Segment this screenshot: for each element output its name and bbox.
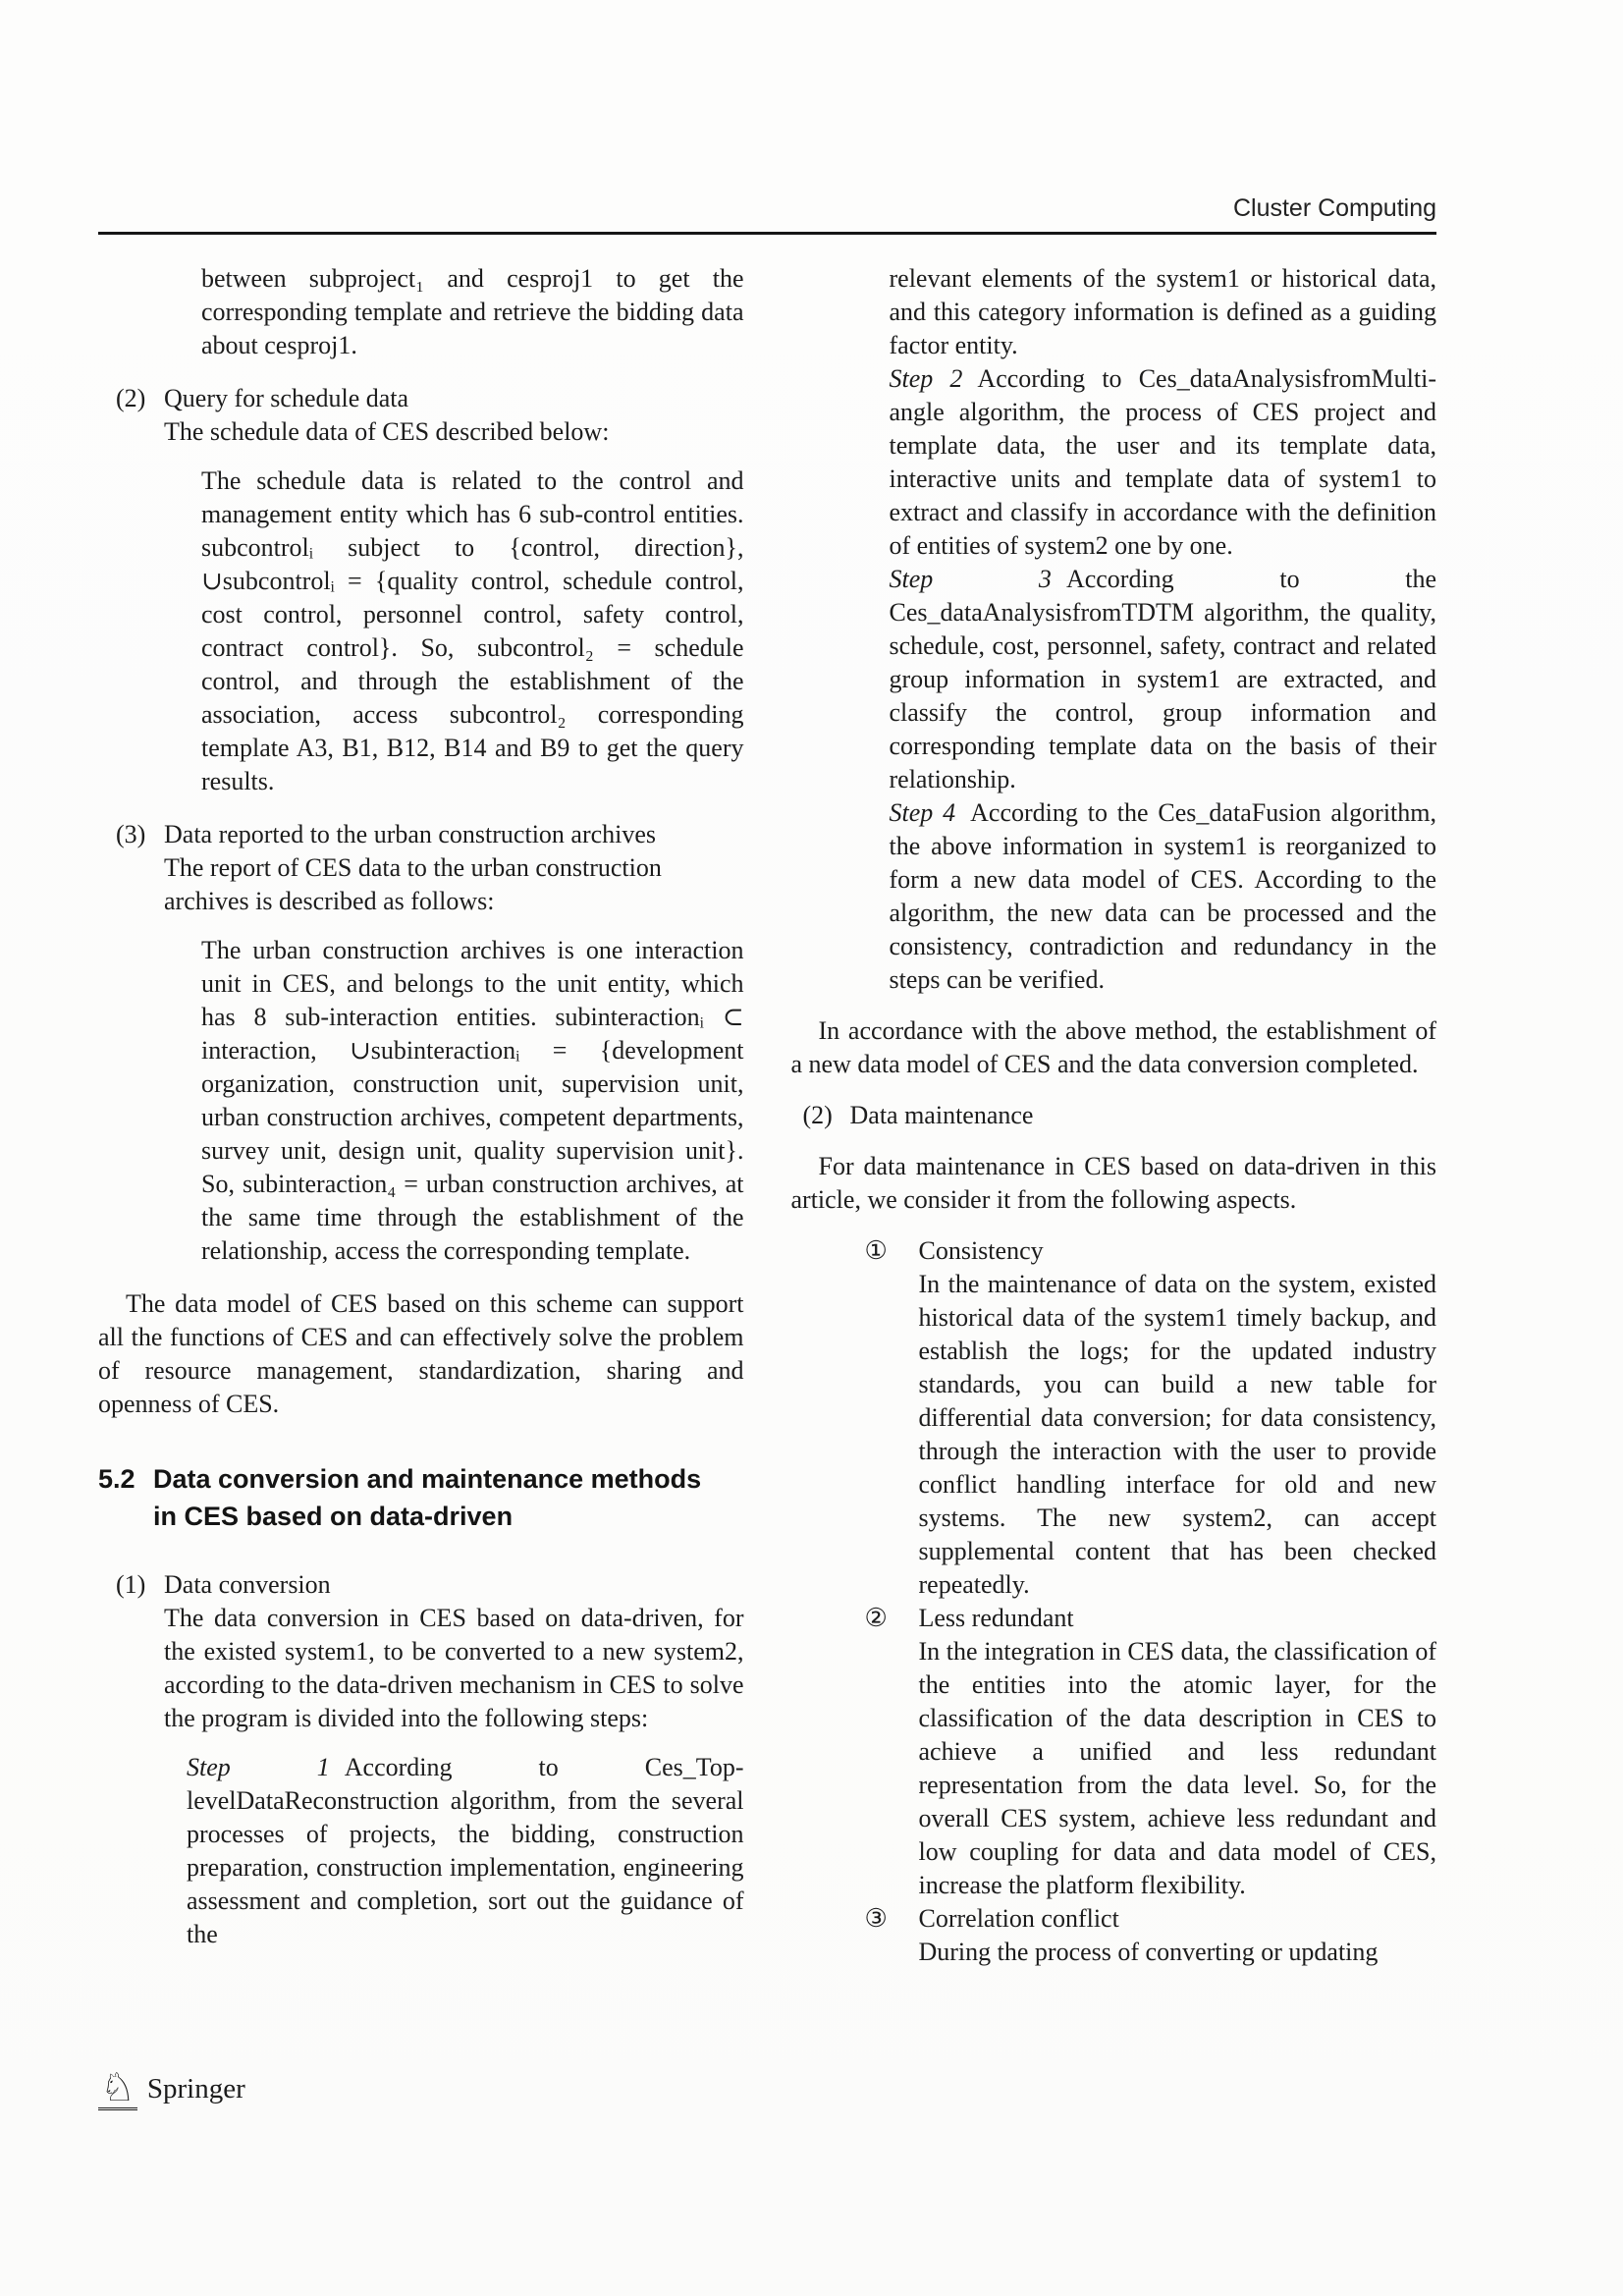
- list-item-1-title: Data conversion: [164, 1570, 331, 1599]
- list-item-2-right: [791, 1099, 1437, 1132]
- step-4-label: Step 4: [889, 798, 956, 827]
- aspect-1-content: [919, 1234, 1437, 1602]
- step-3-label: Step 3: [889, 565, 1052, 593]
- step-1-paragraph: [187, 1751, 744, 1951]
- circled-2-marker: ②: [864, 1604, 888, 1632]
- list-item-3-title: Data reported to the urban construction archives: [164, 820, 657, 848]
- list-item-2-intro: The schedule data of CES described below:: [164, 417, 610, 446]
- archives-block: The urban construction archives is one interaction unit in CES, and belongs to the unit entity, which has 8 sub-interaction entities. subinteractionᵢ ⊂ interaction, ∪subinteractionᵢ = {development organization, construction unit, supervision unit, urban construction archives, competent departments, survey unit, design unit, quality supervision unit}. So, subinteraction₄ = urban construction archives, at the same time through the establishment of the relationship, access the corresponding template.: [201, 936, 744, 1265]
- list-item-2-number: (2): [116, 384, 146, 412]
- circled-3-marker: ③: [864, 1904, 888, 1933]
- section-number: 5.2: [98, 1464, 135, 1494]
- right-column: [791, 262, 1437, 1969]
- aspect-3-title: Correlation conflict: [918, 1904, 1119, 1933]
- list-item-1: [98, 1568, 744, 1735]
- aspect-3-body: During the process of converting or updating: [918, 1938, 1379, 1966]
- list-item-2-title: Query for schedule data: [164, 384, 409, 412]
- step-4-text: According to the Ces_dataFusion algorithm, the above information in system1 is reorganized to form a new data model of CES. According to the algorithm, the new data can be processed and the consistency, contradiction and redundancy in the steps can be verified.: [889, 798, 1436, 994]
- aspect-1-body: In the maintenance of data on the system, existed historical data of the system1 timely backup, and establish the logs; for the updated industry standards, you can build a new table for differential data conversion; for data consistency, through the interaction with the user to provide conflict handling interface for old and new systems. The new system2, can accept supplemental content that has been checked repeatedly.: [918, 1270, 1436, 1599]
- list-item-2-right-number: (2): [802, 1101, 833, 1129]
- section-title: Data conversion and maintenance methods in CES based on data-driven: [153, 1464, 702, 1531]
- list-item-3: [98, 818, 744, 918]
- aspect-1-title: Consistency: [918, 1236, 1044, 1265]
- list-item-3-intro: The report of CES data to the urban construction archives is described as follows:: [164, 853, 662, 915]
- publisher-footer: [98, 2065, 245, 2110]
- step-2-text: According to Ces_dataAnalysisfromMulti-angle algorithm, the process of CES project and template data, the user and its template data, interactive units and template data of system1 to extract and classify in accordance with the definition of entities of system2 one by one.: [889, 364, 1436, 560]
- data-model-paragraph: The data model of CES based on this scheme can support all the functions of CES and can effectively solve the problem of resource management, standardization, sharing and openness of CES.: [98, 1289, 744, 1418]
- step-2-paragraph: [890, 362, 1437, 563]
- step-3-text: According to the Ces_dataAnalysisfromTDTM algorithm, the quality, schedule, cost, personnel, safety, contract and related group information in system1 are extracted, and classify the control, group information and corresponding template data on the basis of their relationship.: [889, 565, 1436, 793]
- circled-1-marker: ①: [864, 1236, 888, 1265]
- aspect-2-title: Less redundant: [918, 1604, 1074, 1632]
- springer-knight-icon: ♘: [100, 2065, 135, 2110]
- method-summary-paragraph: In accordance with the above method, the establishment of a new data model of CES and the data conversion completed.: [790, 1016, 1436, 1078]
- aspect-3-content: [919, 1902, 1437, 1969]
- step-2-label: Step 2: [889, 364, 963, 393]
- continuation-paragraph: between subproject₁ and cesproj1 to get the corresponding template and retrieve the bidding data about cesproj1.: [201, 264, 744, 359]
- page-header: [98, 194, 1436, 235]
- list-item-1-body: The data conversion in CES based on data-driven, for the existed system1, to be converted to a new system2, according to the data-driven mechanism in CES to solve the program is divided into the following steps:: [164, 1604, 744, 1732]
- aspect-item-consistency: [791, 1234, 1437, 1602]
- step-1-text: According to Ces_Top-levelDataReconstruction algorithm, from the several processes of projects, the bidding, construction preparation, construction implementation, engineering assessment and completion, sort out the guidance of the: [187, 1753, 744, 1948]
- list-item-3-number: (3): [116, 820, 146, 848]
- list-item-2: [98, 382, 744, 449]
- section-heading-5-2: [98, 1460, 744, 1535]
- step-1-label: Step 1: [187, 1753, 330, 1781]
- two-column-body: [98, 262, 1436, 1969]
- header-rule: [98, 232, 1436, 235]
- aspect-item-correlation-conflict: [791, 1902, 1437, 1969]
- list-item-3-content: [164, 818, 744, 918]
- left-column: [98, 262, 744, 1969]
- journal-name: Cluster Computing: [1232, 194, 1436, 222]
- list-item-1-number: (1): [116, 1570, 146, 1599]
- schedule-data-block: The schedule data is related to the control and management entity which has 6 sub-control entities. subcontrolᵢ subject to {control, direction}, ∪subcontrolᵢ = {quality control, schedule control, cost control, personnel control, safety control, contract control}. So, subcontrol₂ = schedule control, and through the establishment of the association, access subcontrol₂ corresponding template A3, B1, B12, B14 and B9 to get the query results.: [201, 466, 744, 795]
- continuation-paragraph-right: relevant elements of the system1 or historical data, and this category information is defined as a guiding factor entity.: [889, 264, 1436, 359]
- list-item-2-right-title: Data maintenance: [849, 1101, 1034, 1129]
- step-4-paragraph: [890, 796, 1437, 997]
- maintenance-intro-paragraph: For data maintenance in CES based on data-driven in this article, we consider it from the following aspects.: [790, 1152, 1436, 1214]
- aspect-item-less-redundant: [791, 1602, 1437, 1902]
- aspect-2-body: In the integration in CES data, the classification of the entities into the atomic layer, for the classification of the data description in CES to achieve a unified and less redundant representation from the data level. So, for the overall CES system, achieve less redundant and low coupling for data and data model of CES, increase the platform flexibility.: [918, 1637, 1436, 1899]
- publisher-name: Springer: [146, 2073, 245, 2105]
- list-item-1-content: [164, 1568, 744, 1735]
- page-content: [98, 194, 1436, 1969]
- list-item-2-content: [164, 382, 744, 449]
- step-3-paragraph: [890, 563, 1437, 796]
- aspect-2-content: [919, 1602, 1437, 1902]
